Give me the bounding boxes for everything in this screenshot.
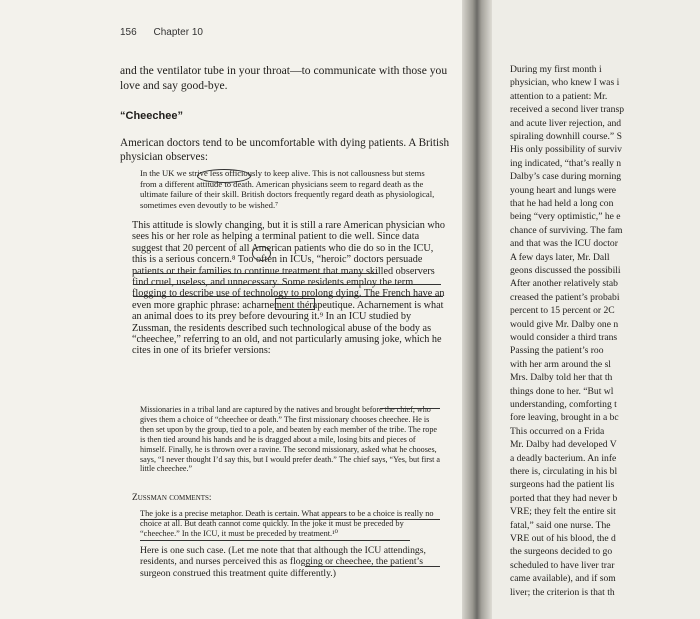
underline-annotation xyxy=(380,408,440,409)
zussman-quote: The joke is a precise metaphor. Death is certain. What appears to be a choice is really no choice at all. But death cannot come quickly. In the joke it must be preceded by “cheechee.” In the ICU, it must be preceded by treatment.¹⁰ xyxy=(140,509,434,538)
right-page-line: After another relatively stab xyxy=(510,278,618,290)
right-page-line: spiraling downhill course.” S xyxy=(510,131,622,142)
intro-paragraph: American doctors tend to be uncomfortable with dying patients. A British physician observes: xyxy=(120,137,450,163)
right-page-line: Passing the patient’s roo xyxy=(510,345,604,357)
right-page-line: a deadly bacterium. An infe xyxy=(510,452,617,464)
right-page-line: physician, who knew I was i xyxy=(510,77,620,89)
right-page-line: young heart and lungs were xyxy=(510,184,617,196)
section-heading: “Cheechee” xyxy=(120,110,183,122)
right-page-line: creased the patient’s probabi xyxy=(510,291,620,303)
right-page-line: that he had held a long con xyxy=(510,198,614,209)
page-number: 156 xyxy=(120,27,137,38)
underline-annotation xyxy=(140,519,440,520)
right-page-line: came available), and if som xyxy=(510,573,616,585)
right-page-line: geons discussed the possibili xyxy=(510,265,621,276)
body-paragraph: This attitude is slowly changing, but it is still a rare American physician who sees his or her role as helping a terminal patient to die well. Since data suggest that 20 percent of all American patients who die do so in the ICU, this is a serious concern.⁸ Too often in ICUs, “heroic” doctors persuade patients or their families to continue treatment that many skilled observers find cruel, useless, and unnecessary. Some residents employ the term flogging to describe use of technology to prolong dying. The French have an even more graphic phrase: acharnement thérapeutique. Acharnement is what an animal does to its prey before devouring it.⁹ In an ICU studied by Zussman, the residents described such technological abuse of the body as “cheechee,” referring to an old, and not particularly amusing joke, which he cites in one of its briefer versions: xyxy=(132,220,445,357)
right-page-line: being “very optimistic,” he e xyxy=(510,211,621,223)
underline-annotation xyxy=(133,284,441,285)
right-page xyxy=(492,0,700,619)
right-page-line: Mr. Dalby had developed V xyxy=(510,439,617,451)
right-page-line: and acute liver rejection, and xyxy=(510,117,622,129)
opening-paragraph: and the ventilator tube in your throat—to communicate with those you love and say good-bye. xyxy=(120,64,448,92)
cheechee-joke-quote: Missionaries in a tribal land are captured by the natives and brought before the chief, who gives them a choice of “cheechee or death.” The first missionary chooses cheechee. He is then set upon by the group, tied to a pole, and beaten by each member of the tribe. The rope is then tied around his hands and he is dragged about a mile, losing bits and pieces of himself. Finally, he is thrown over a ravine. The second missionary, asked what he chooses, says, “I never thought I’d say this, but I would prefer death.” The chief says, “Yes, but first a little cheechee.” xyxy=(140,405,440,474)
case-paragraph: Here is one such case. (Let me note that that although the ICU attendings, residents, and nurses perceived this as flogging or cheechee, the patient’s surgeon construed this treatment quite differently.) xyxy=(140,545,426,579)
right-page-line: ing indicated, “that’s really n xyxy=(510,157,622,169)
right-page-line: scheduled to have liver trar xyxy=(510,559,615,571)
right-page-line: fore leaving, brought in a bc xyxy=(510,412,619,424)
box-annotation-flogging xyxy=(275,298,315,310)
circle-annotation-officiously xyxy=(197,169,251,183)
underline-annotation xyxy=(133,296,443,297)
right-page-line: During my first month i xyxy=(510,64,602,75)
book-gutter xyxy=(462,0,492,619)
right-page-line: surgeons had the patient lis xyxy=(510,479,615,491)
british-physician-quote: In the UK we strive less officiously to keep alive. This is not callousness but stems from a different attitude to death. American physicians seem to regard death as the ultimate failure of their skill. British doctors frequently regard death as physiological, sometimes even devoutly to be wished.⁷ xyxy=(140,168,435,210)
right-page-line: VRE; they felt the entire sit xyxy=(510,506,616,518)
right-page-line: things done to her. “But wl xyxy=(510,385,614,397)
right-page-line: Dalby’s case during morning xyxy=(510,171,622,183)
right-page-line: attention to a patient: Mr. xyxy=(510,90,608,102)
zussman-label: Zussman comments: xyxy=(132,493,212,503)
right-page-line: Mrs. Dalby told her that th xyxy=(510,372,613,384)
right-page-line: This occurred on a Frida xyxy=(510,425,605,437)
right-page-line: understanding, comforting t xyxy=(510,399,617,410)
right-page-line: liver; the criterion is that th xyxy=(510,586,615,598)
right-page-line: would consider a third trans xyxy=(510,332,618,343)
right-page-line: received a second liver transp xyxy=(510,104,625,116)
chapter-title: Chapter 10 xyxy=(153,27,203,38)
right-page-line: chance of surviving. The fam xyxy=(510,224,623,236)
right-page-line: His only possibility of surviv xyxy=(510,144,622,156)
right-page-line: ported that they had never b xyxy=(510,492,618,504)
running-header xyxy=(120,27,203,38)
right-page-line: would give Mr. Dalby one n xyxy=(510,318,619,330)
underline-annotation xyxy=(140,540,410,541)
underline-annotation xyxy=(133,273,378,274)
circle-annotation-20 xyxy=(252,246,271,261)
right-page-line: A few days later, Mr. Dall xyxy=(510,251,610,263)
right-page-line: the surgeons decided to go xyxy=(510,546,613,558)
underline-annotation xyxy=(305,566,440,567)
right-page-line: and that was the ICU doctor xyxy=(510,238,618,250)
right-page-line: VRE out of his blood, the d xyxy=(510,533,616,544)
right-page-line: there is, circulating in his bl xyxy=(510,466,618,477)
right-page-line: percent to 15 percent or 2C xyxy=(510,305,615,317)
right-page-line: fatal,” said one nurse. The xyxy=(510,519,611,531)
right-page-line: with her arm around the sl xyxy=(510,358,611,370)
